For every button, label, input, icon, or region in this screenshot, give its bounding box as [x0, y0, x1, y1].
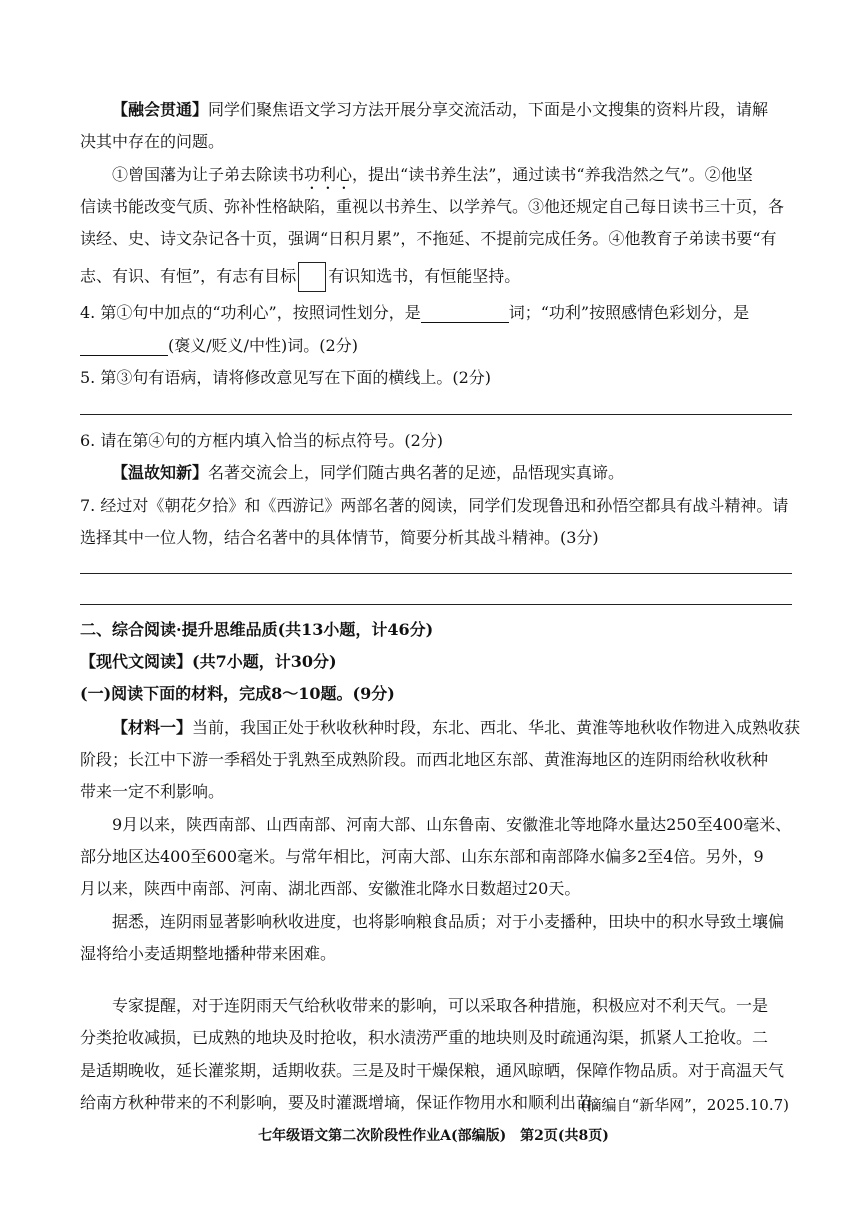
section-intro-line: 【温故知新】名著交流会上，同学们随古典名著的足迹，品悟现实真谛。: [112, 463, 625, 482]
section-intro-line: 【融会贯通】同学们聚焦语文学习方法开展分享交流活动，下面是小文搜集的资料片段，请解: [112, 100, 769, 119]
passage-line: ①曾国藩为让子弟去除读书功利心，提出“读书养生法”，通过读书“养我浩然之气”。②他坚: [112, 165, 753, 184]
material-line: 月以来，陕西中南部、河南、湖北西部、安徽淮北降水日数超过20天。: [80, 879, 581, 898]
section-tag: 【融会贯通】: [112, 100, 209, 119]
material-line: 分类抢收减损，已成熟的地块及时抢收，积水渍涝严重的地块则及时疏通沟渠，抓紧人工抢收。二: [80, 1028, 769, 1047]
source-citation: (摘编自“新华网”，2025.10.7): [580, 1096, 789, 1114]
material-line: 据悉，连阴雨显著影响秋收进度，也将影响粮食品质；对于小麦播种，田块中的积水导致土壤偏: [112, 912, 785, 931]
question-6: 6. 请在第④句的方框内填入恰当的标点符号。(2分): [80, 431, 444, 450]
answer-blank[interactable]: [80, 337, 168, 356]
material-line: 阶段；长江中下游一季稻处于乳熟至成熟阶段。而西北地区东部、黄淮海地区的连阴雨给秋收秋种: [80, 750, 769, 769]
section-intro-line: 决其中存在的问题。: [80, 132, 225, 151]
passage-line: 信读书能改变气质、弥补性格缺陷，重视以书养生、以学养气。③他还规定自己每日读书三十页，各: [80, 197, 785, 216]
question-5: 5. 第③句有语病，请将修改意见写在下面的横线上。(2分): [80, 368, 492, 387]
material-tag: 【材料一】: [112, 718, 193, 737]
passage-line: 读经、史、诗文杂记各十页，强调“日积月累”，不拖延、不提前完成任务。④他教育子弟读书要“有: [80, 229, 777, 248]
question-4: 4. 第①句中加点的“功利心”，按照词性划分，是 词；“功利”按照感情色彩划分，是: [80, 303, 750, 322]
material-line: 是适期晚收，延长灌浆期，适期收获。三是及时干燥保粮，通风晾晒，保障作物品质。对于高温天气: [80, 1061, 785, 1080]
material-line: 湿将给小麦适期整地播种带来困难。: [80, 944, 337, 963]
material-line: 给南方秋种带来的不利影响，要及时灌溉增墒，保证作物用水和顺利出苗。: [80, 1093, 609, 1112]
part-heading: 二、综合阅读·提升思维品质(共13小题，计46分): [80, 620, 434, 639]
question-4-cont: (褒义/贬义/中性)词。(2分): [80, 336, 792, 356]
answer-line[interactable]: [80, 604, 792, 605]
answer-blank[interactable]: [421, 304, 509, 323]
section-tag: 【温故知新】: [112, 463, 209, 482]
punctuation-answer-box[interactable]: [298, 262, 326, 292]
question-7-cont: 选择其中一位人物，结合名著中的具体情节，简要分析其战斗精神。(3分): [80, 528, 599, 547]
material-line: 专家提醒，对于连阴雨天气给秋收带来的影响，可以采取各种措施，积极应对不利天气。一是: [112, 996, 769, 1015]
answer-line[interactable]: [80, 414, 792, 415]
dotted-word: 功利心: [304, 165, 353, 184]
question-7: 7. 经过对《朝花夕拾》和《西游记》两部名著的阅读，同学们发现鲁迅和孙悟空都具有战斗精神。请: [80, 496, 789, 515]
subsection-heading: (一)阅读下面的材料，完成8～10题。(9分): [80, 684, 395, 703]
page-footer: 七年级语文第二次阶段性作业A(部编版) 第2页(共8页): [258, 1128, 609, 1144]
material-line: 9月以来，陕西南部、山西南部、河南大部、山东鲁南、安徽淮北等地降水量达250至400毫米、: [112, 815, 792, 834]
material-line: 【材料一】当前，我国正处于秋收秋种时段，东北、西北、华北、黄淮等地秋收作物进入成熟收获: [112, 718, 801, 737]
material-line: 带来一定不利影响。: [80, 782, 225, 801]
subsection-heading: 【现代文阅读】(共7小题，计30分): [80, 652, 337, 671]
material-line: 部分地区达400至600毫米。与常年相比，河南大部、山东东部和南部降水偏多2至4倍。另外，9: [80, 847, 764, 866]
passage-line: 志、有识、有恒”，有志有目标 有识知选书，有恒能坚持。: [80, 262, 792, 292]
answer-line[interactable]: [80, 573, 792, 574]
